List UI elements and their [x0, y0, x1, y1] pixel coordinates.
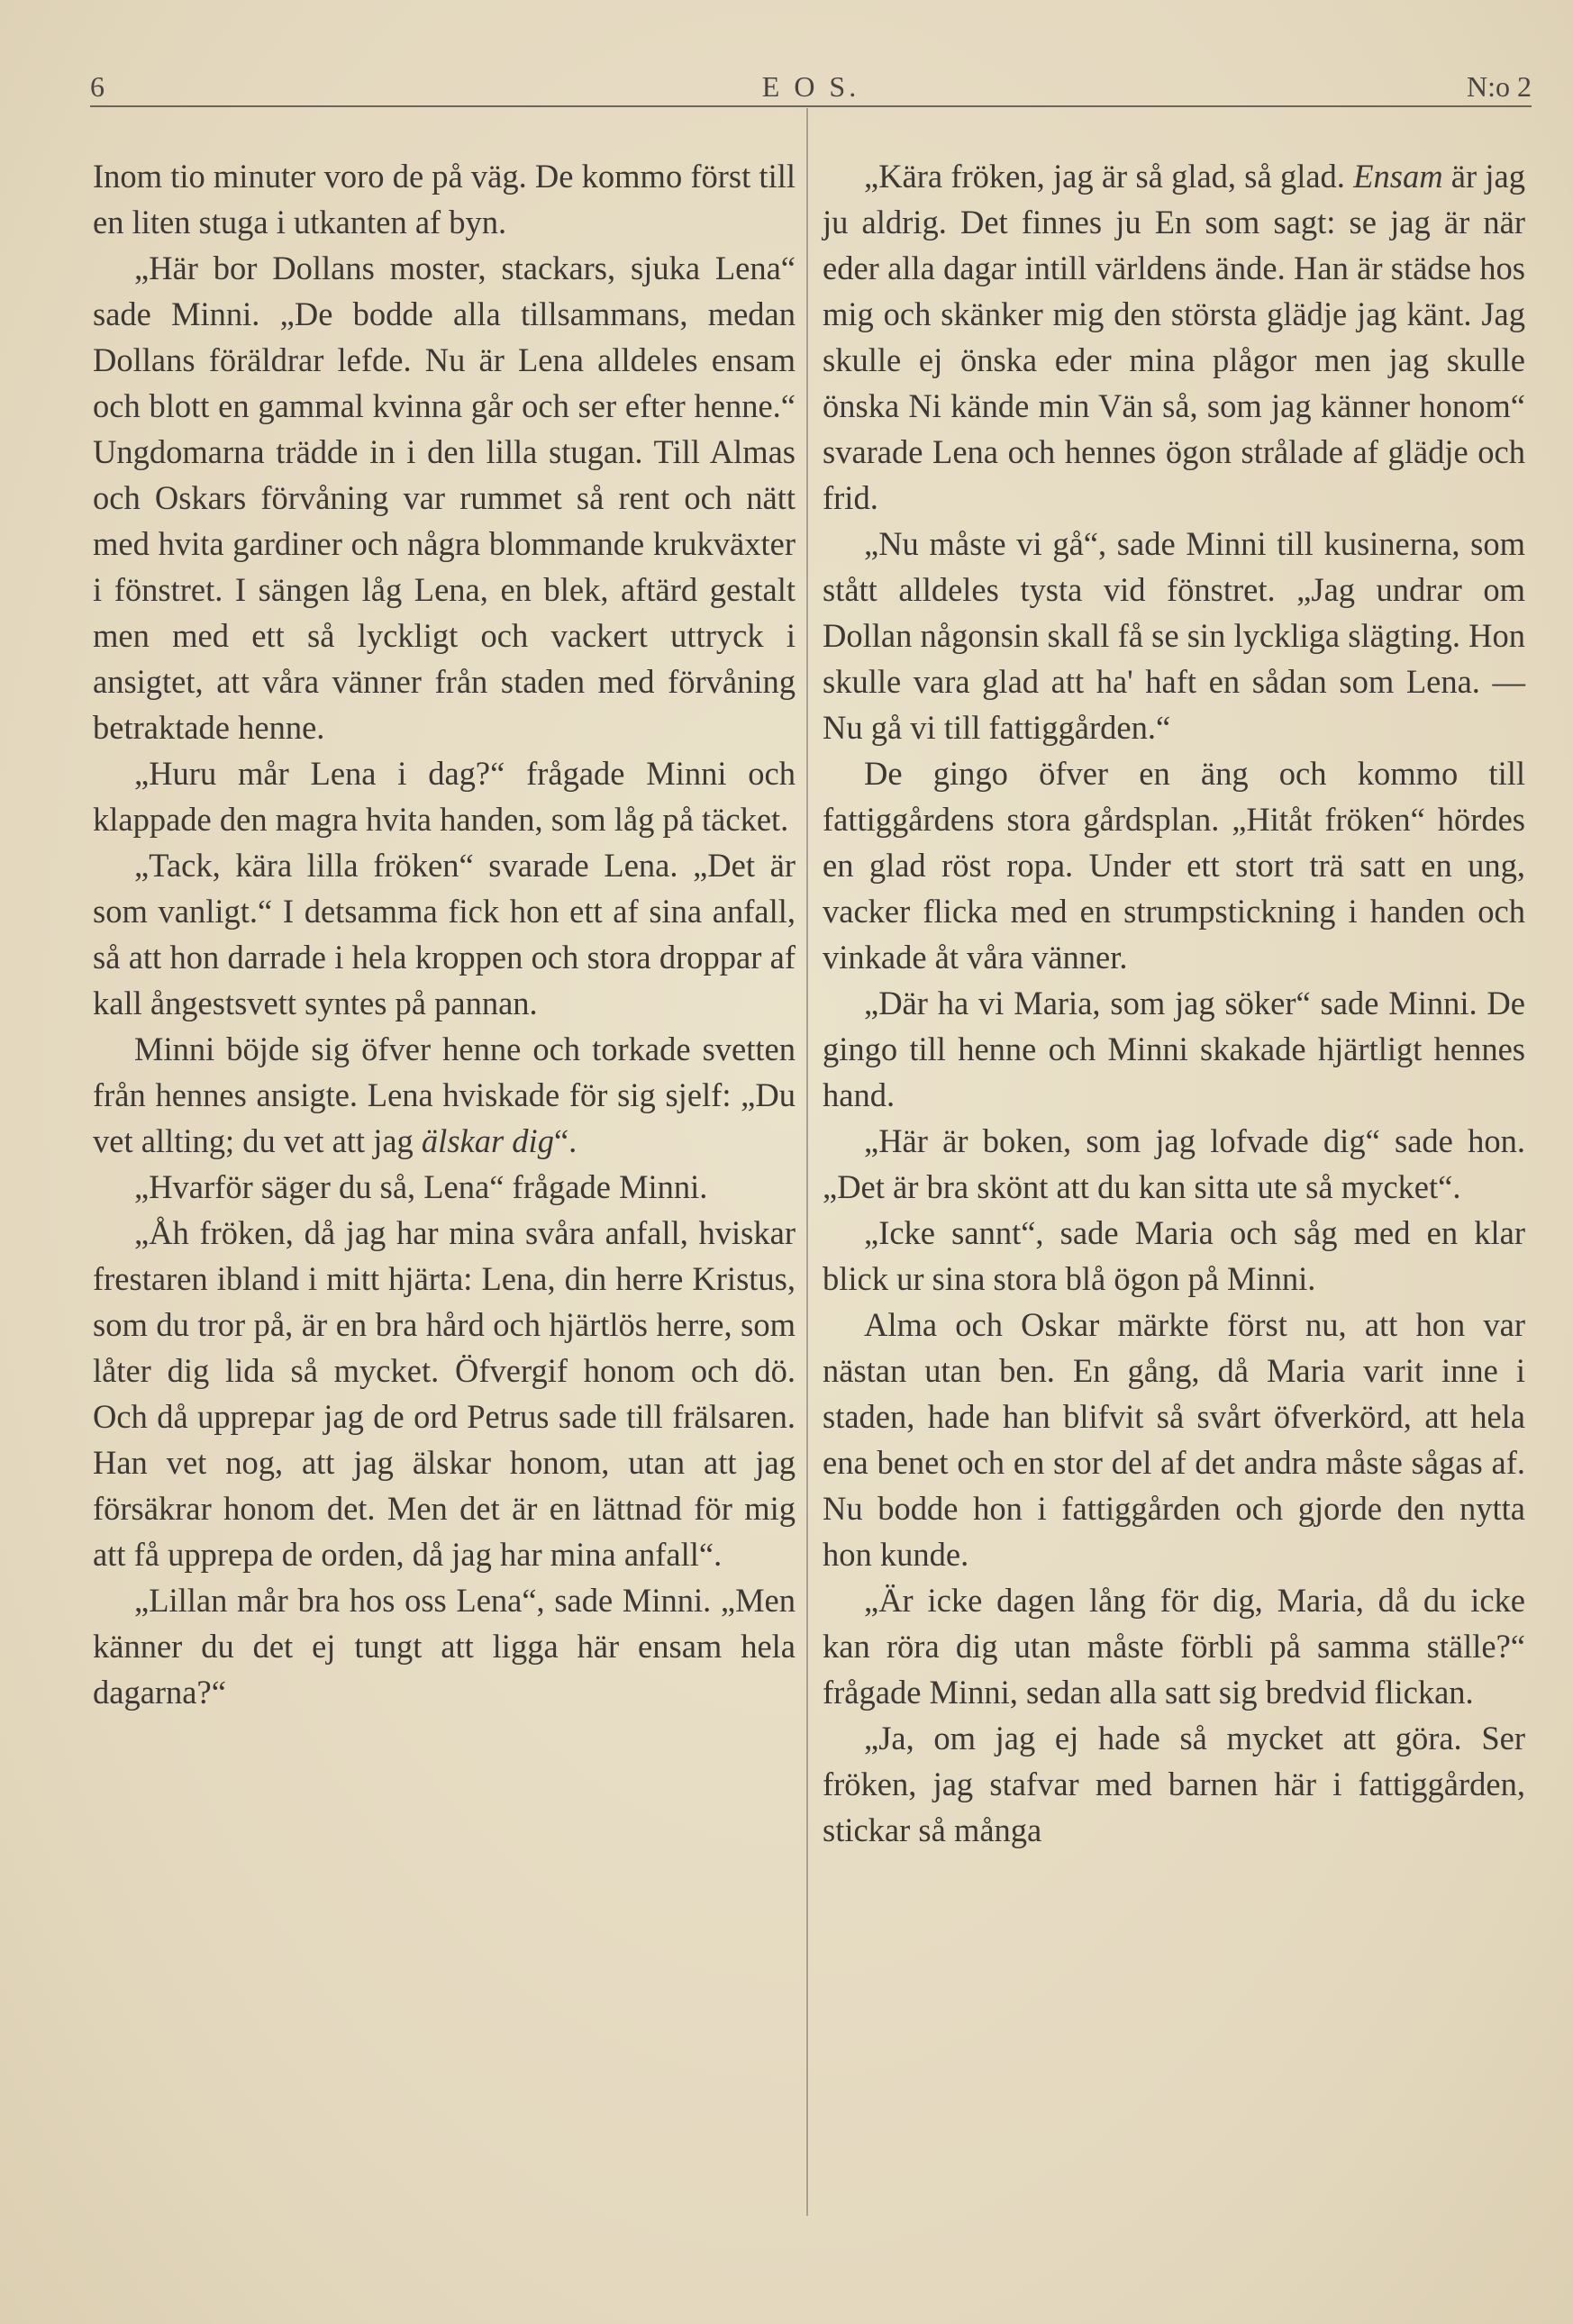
column-divider: [806, 108, 808, 2216]
paragraph: „Här är boken, som jag lofvade dig“ sade hon. „Det är bra skönt att du kan sitta ute så mycket“.: [823, 1122, 1525, 1205]
paragraph: De gingo öfver en äng och kommo till fattiggårdens stora gårdsplan. „Hitåt fröken“ hördes en glad röst ropa. Under ett stort trä satt en ung, vacker flicka med en strumpstickning i handen och vinkade åt våra vänner.: [823, 755, 1525, 976]
page-header: [90, 63, 1532, 108]
paragraph: „Här bor Dollans moster, stackars, sjuka Lena“ sade Minni. „De bodde alla tillsammans, medan Dollans föräldrar lefde. Nu är Lena alldeles ensam och blott en gammal kvinna går och ser efter henne.“ Ungdomarna trädde in i den lilla stugan. Till Almas och Oskars förvåning var rummet så rent och nätt med hvita gardiner och några blommande krukväxter i fönstret. I sängen låg Lena, en blek, aftärd gestalt men med ett så lyckligt och vackert uttryck i ansigtet, att våra vänner från staden med förvåning betraktade henne.: [93, 250, 796, 746]
paragraph: [93, 1026, 796, 1164]
paragraph: „Nu måste vi gå“, sade Minni till kusinerna, som stått alldeles tysta vid fönstret. „Jag undrar om Dollan någonsin skall få se sin lyckliga slägting. Hon skulle vara glad att ha' haft en sådan som Lena. — Nu gå vi till fattiggården.“: [823, 525, 1525, 746]
paragraph-text: Minni böjde sig öfver henne och torkade svetten från hennes ansigte. Lena hviskade för sig sjelf: „Du vet allting; du vet att jag: [93, 1030, 796, 1159]
right-column: [823, 153, 1525, 1853]
page-number: 6: [90, 70, 105, 103]
paragraph: [823, 153, 1525, 521]
paragraph: „Är icke dagen lång för dig, Maria, då du icke kan röra dig utan måste förbli på samma ställe?“ frågade Minni, sedan alla satt sig bredvid flickan.: [823, 1582, 1525, 1711]
paragraph: „Tack, kära lilla fröken“ svarade Lena. „Det är som vanligt.“ I detsamma fick hon ett af sina anfall, så att hon darrade i hela kroppen och stora droppar af kall ångestsvett syntes på pannan.: [93, 847, 796, 1021]
issue-number: N:o 2: [1467, 70, 1532, 103]
paragraph: Inom tio minuter voro de på väg. De kommo först till en liten stuga i utkanten af byn.: [93, 158, 796, 241]
paragraph-text: „Kära fröken, jag är så glad, så glad.: [864, 158, 1354, 195]
paragraph: „Ja, om jag ej hade så mycket att göra. Ser fröken, jag stafvar med barnen här i fattiggården, stickar så många: [823, 1720, 1525, 1848]
paragraph-text: är jag ju aldrig. Det finnes ju En som sagt: se jag är när eder alla dagar intill världens ände. Han är städse hos mig och skänker mig den största glädje jag känt. Jag skulle ej önska eder mina plågor men jag skulle önska Ni kände min Vän så, som jag känner honom“ svarade Lena och hennes ögon strålade af glädje och frid.: [823, 158, 1525, 516]
journal-title: E O S.: [761, 70, 860, 103]
paragraph: „Åh fröken, då jag har mina svåra anfall, hviskar frestaren ibland i mitt hjärta: Lena, din herre Kristus, som du tror på, är en bra hård och hjärtlös herre, som låter dig lida så mycket. Öfvergif honom och dö. Och då upprepar jag de ord Petrus sade till frälsaren. Han vet nog, att jag älskar honom, utan att jag försäkrar honom det. Men det är en lättnad för mig att få upprepa de orden, då jag har mina anfall“.: [93, 1214, 796, 1573]
header-rule: [90, 105, 1532, 107]
paragraph: Alma och Oskar märkte först nu, att hon var nästan utan ben. En gång, då Maria varit inne i staden, hade han blifvit så svårt öfverkörd, att hela ena benet och en stor del af det andra måste sågas af. Nu bodde hon i fattiggården och gjorde den nytta hon kunde.: [823, 1306, 1525, 1573]
paragraph-text: “.: [553, 1122, 577, 1159]
paragraph: „Hvarför säger du så, Lena“ frågade Minni.: [134, 1168, 708, 1205]
left-column: [93, 153, 796, 1715]
emphasis-text: Ensam: [1353, 158, 1443, 195]
paragraph: „Lillan mår bra hos oss Lena“, sade Minni. „Men känner du det ej tungt att ligga här ensam hela dagarna?“: [93, 1582, 796, 1711]
paragraph: „Icke sannt“, sade Maria och såg med en klar blick ur sina stora blå ögon på Minni.: [823, 1214, 1525, 1297]
paragraph: „Huru mår Lena i dag?“ frågade Minni och klappade den magra hvita handen, som låg på täcket.: [93, 755, 796, 838]
paragraph: „Där ha vi Maria, som jag söker“ sade Minni. De gingo till henne och Minni skakade hjärtligt hennes hand.: [823, 985, 1525, 1113]
emphasis-text: älskar dig: [421, 1122, 554, 1159]
